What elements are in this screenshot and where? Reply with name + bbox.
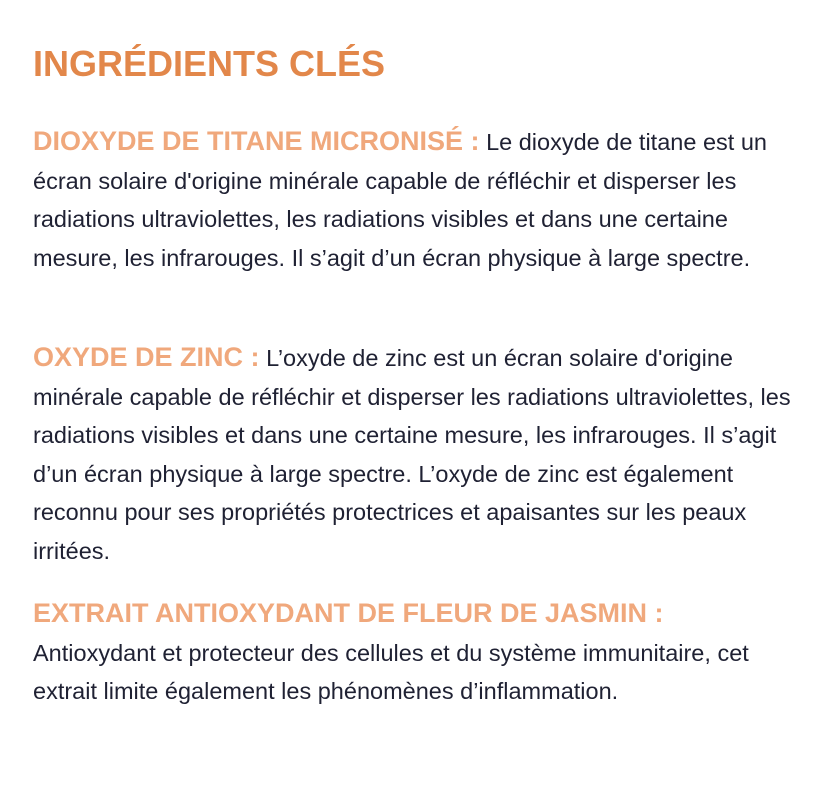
ingredient-titanium-dioxide	[33, 122, 803, 277]
ingredient-name: OXYDE DE ZINC :	[33, 342, 260, 372]
ingredient-zinc-oxide	[33, 338, 803, 570]
page-title: INGRÉDIENTS CLÉS	[33, 43, 386, 84]
ingredient-description: Le dioxyde de titane est un écran solaire d'origine minérale capable de réfléchir et disperser les radiations ultraviolettes, les radiations visibles et dans une certaine mesure, les infrarouges. Il s’agit d’un écran physique à large spectre.	[33, 129, 767, 271]
ingredient-name: DIOXYDE DE TITANE MICRONISÉ :	[33, 126, 480, 156]
document-page	[33, 40, 803, 704]
ingredient-jasmine-extract	[33, 594, 803, 711]
ingredient-name: EXTRAIT ANTIOXYDANT DE FLEUR DE JASMIN :	[33, 598, 664, 628]
ingredient-description: Antioxydant et protecteur des cellules et du système immunitaire, cet extrait limite également les phénomènes d’inflammation.	[33, 639, 749, 704]
ingredient-description: L’oxyde de zinc est un écran solaire d'origine minérale capable de réfléchir et disperser les radiations ultraviolettes, les radiations visibles et dans une certaine mesure, les infrarouges. Il s’agit d’un écran physique à large spectre. L’oxyde de zinc est également reconnu pour ses propriétés protectrices et apaisantes sur les peaux irritées.	[33, 345, 791, 564]
